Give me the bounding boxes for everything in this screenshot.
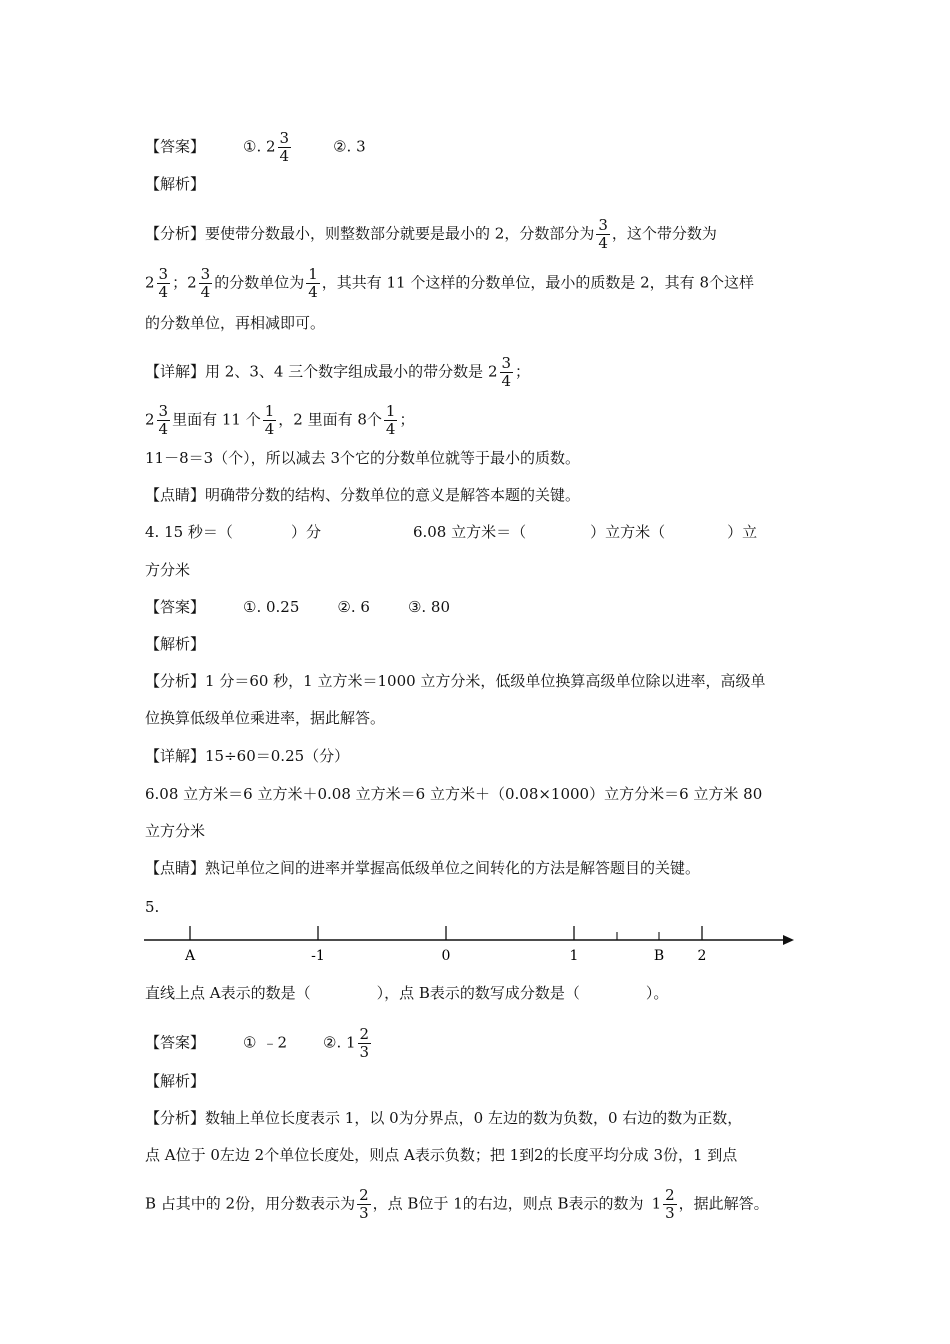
q5-number: 5. (145, 898, 160, 916)
q3-xiangjie-line-3: 11－8＝3（个），所以减去 3个它的分数单位就等于最小的质数。 (145, 449, 580, 467)
fenxi-label: 【分析】 (145, 224, 206, 243)
q3-xiangjie-line-2: 2 $\frac{3}{4}$ 里面有 11 个 $\frac{1}{4}$ ，2 里面有 8个 $\frac{1}{4}$ ； (145, 402, 415, 438)
q4-xiangjie-line-2: 6.08 立方米＝6 立方米＋0.08 立方米＝6 立方米＋（0.08×1000）立方分米＝6 立方米 80 (145, 785, 763, 803)
fraction: $\frac{3}{4}$ (158, 265, 169, 301)
label-2: 2 (697, 948, 707, 964)
q3-fenxi-line-1: 【分析】要使带分数最小，则整数部分就要是最小的 2，分数部分为 $\frac{3}{4}$ ，这个带分数为 (145, 216, 717, 252)
xiangjie-label: 【详解】 (145, 362, 206, 381)
fraction: $\frac{3}{4}$ (598, 216, 608, 252)
q3-dianjing: 【点睛】明确带分数的结构、分数单位的意义是解答本题的关键。 (145, 486, 581, 504)
q3-xiangjie-line-1: 【详解】用 2、3、4 三个数字组成最小的带分数是 2 $\frac{3}{4}$ ； (145, 354, 531, 390)
fraction: $\frac{1}{4}$ (385, 402, 396, 438)
label-1: 1 (569, 948, 579, 964)
answer-item-1: ①. 2 (243, 137, 276, 156)
answer-label: 【答案】 (145, 1033, 206, 1052)
fraction: $\frac{3}{4}$ (279, 129, 290, 165)
fraction: $\frac{2}{3}$ (359, 1186, 369, 1222)
answer-label: 【答案】 (145, 137, 206, 156)
dianjing-label: 【点睛】 (145, 859, 206, 877)
q5-answer-line: 【答案】 ① ﹣2 ②. 1 $\frac{2}{3}$ (145, 1025, 370, 1061)
dianjing-label: 【点睛】 (145, 486, 206, 504)
q4-xiangjie-line-1: 【详解】15÷60＝0.25（分） (145, 747, 350, 765)
q4-fenxi-line-2: 位换算低级单位乘进率，据此解答。 (145, 709, 386, 727)
fraction: $\frac{2}{3}$ (359, 1025, 370, 1061)
q4-xiangjie-line-3: 立方分米 (145, 822, 206, 840)
label-b: B (653, 948, 665, 964)
jiexi-label: 【解析】 (145, 175, 206, 193)
q5-fenxi-line-2: 点 A位于 0左边 2个单位长度处，则点 A表示负数；把 1到2的长度平均分成 3份，1 到点 (145, 1146, 738, 1164)
fraction: $\frac{3}{4}$ (158, 402, 169, 438)
q4-stem-line-2: 方分米 (145, 561, 191, 579)
q4-dianjing: 【点睛】熟记单位之间的进率并掌握高低级单位之间转化的方法是解答题目的关键。 (145, 859, 701, 877)
answer-item-2: ②. 3 (333, 137, 366, 156)
q5-fenxi-line-1: 【分析】数轴上单位长度表示 1，以 0为分界点，0 左边的数为负数，0 右边的数为正数， (145, 1109, 743, 1127)
q4-fenxi-line-1: 【分析】1 分＝60 秒，1 立方米＝1000 立方分米，低级单位换算高级单位除以进率，高级单 (145, 672, 766, 690)
label-a: A (184, 948, 196, 964)
fraction: $\frac{1}{4}$ (308, 265, 318, 301)
q5-stem: 直线上点 A表示的数是（ ），点 B表示的数写成分数是（ ）。 (145, 984, 669, 1002)
fraction: $\frac{2}{3}$ (665, 1186, 675, 1222)
q4-answer-line: 【答案】 ①. 0.25 ②. 6 ③. 80 (145, 598, 451, 616)
jiexi-label: 【解析】 (145, 1072, 206, 1090)
fraction: $\frac{3}{4}$ (200, 265, 211, 301)
q3-answer-line (145, 130, 366, 165)
fenxi-label: 【分析】 (145, 1109, 206, 1127)
q4-stem-line-1: 4. 15 秒＝（ ）分 6.08 立方米＝（ ）立方米（ ）立 (145, 523, 758, 541)
answer-label: 【答案】 (145, 598, 206, 616)
number-line-diagram (140, 918, 800, 966)
xiangjie-label: 【详解】 (145, 747, 206, 765)
label-minus-1: -1 (311, 948, 325, 964)
jiexi-label: 【解析】 (145, 635, 206, 653)
number-line-arrow (783, 935, 794, 945)
fraction: $\frac{1}{4}$ (264, 402, 275, 438)
q5-fenxi-line-3: B 占其中的 2份，用分数表示为 $\frac{2}{3}$ ，点 B位于 1的右边，则点 B表示的数为 1 $\frac{2}{3}$ ，据此解答。 (145, 1186, 769, 1222)
q3-fenxi-line-2: 2 $\frac{3}{4}$ ；2 $\frac{3}{4}$ 的分数单位为 $\frac{1}{4}$ ，其共有 11 个这样的分数单位，最小的质数是 2，其有 8个这样 (145, 265, 754, 301)
label-0: 0 (441, 948, 451, 964)
q3-fenxi-line-3: 的分数单位，再相减即可。 (145, 314, 326, 332)
fraction: $\frac{3}{4}$ (501, 354, 512, 390)
fenxi-label: 【分析】 (145, 672, 206, 690)
